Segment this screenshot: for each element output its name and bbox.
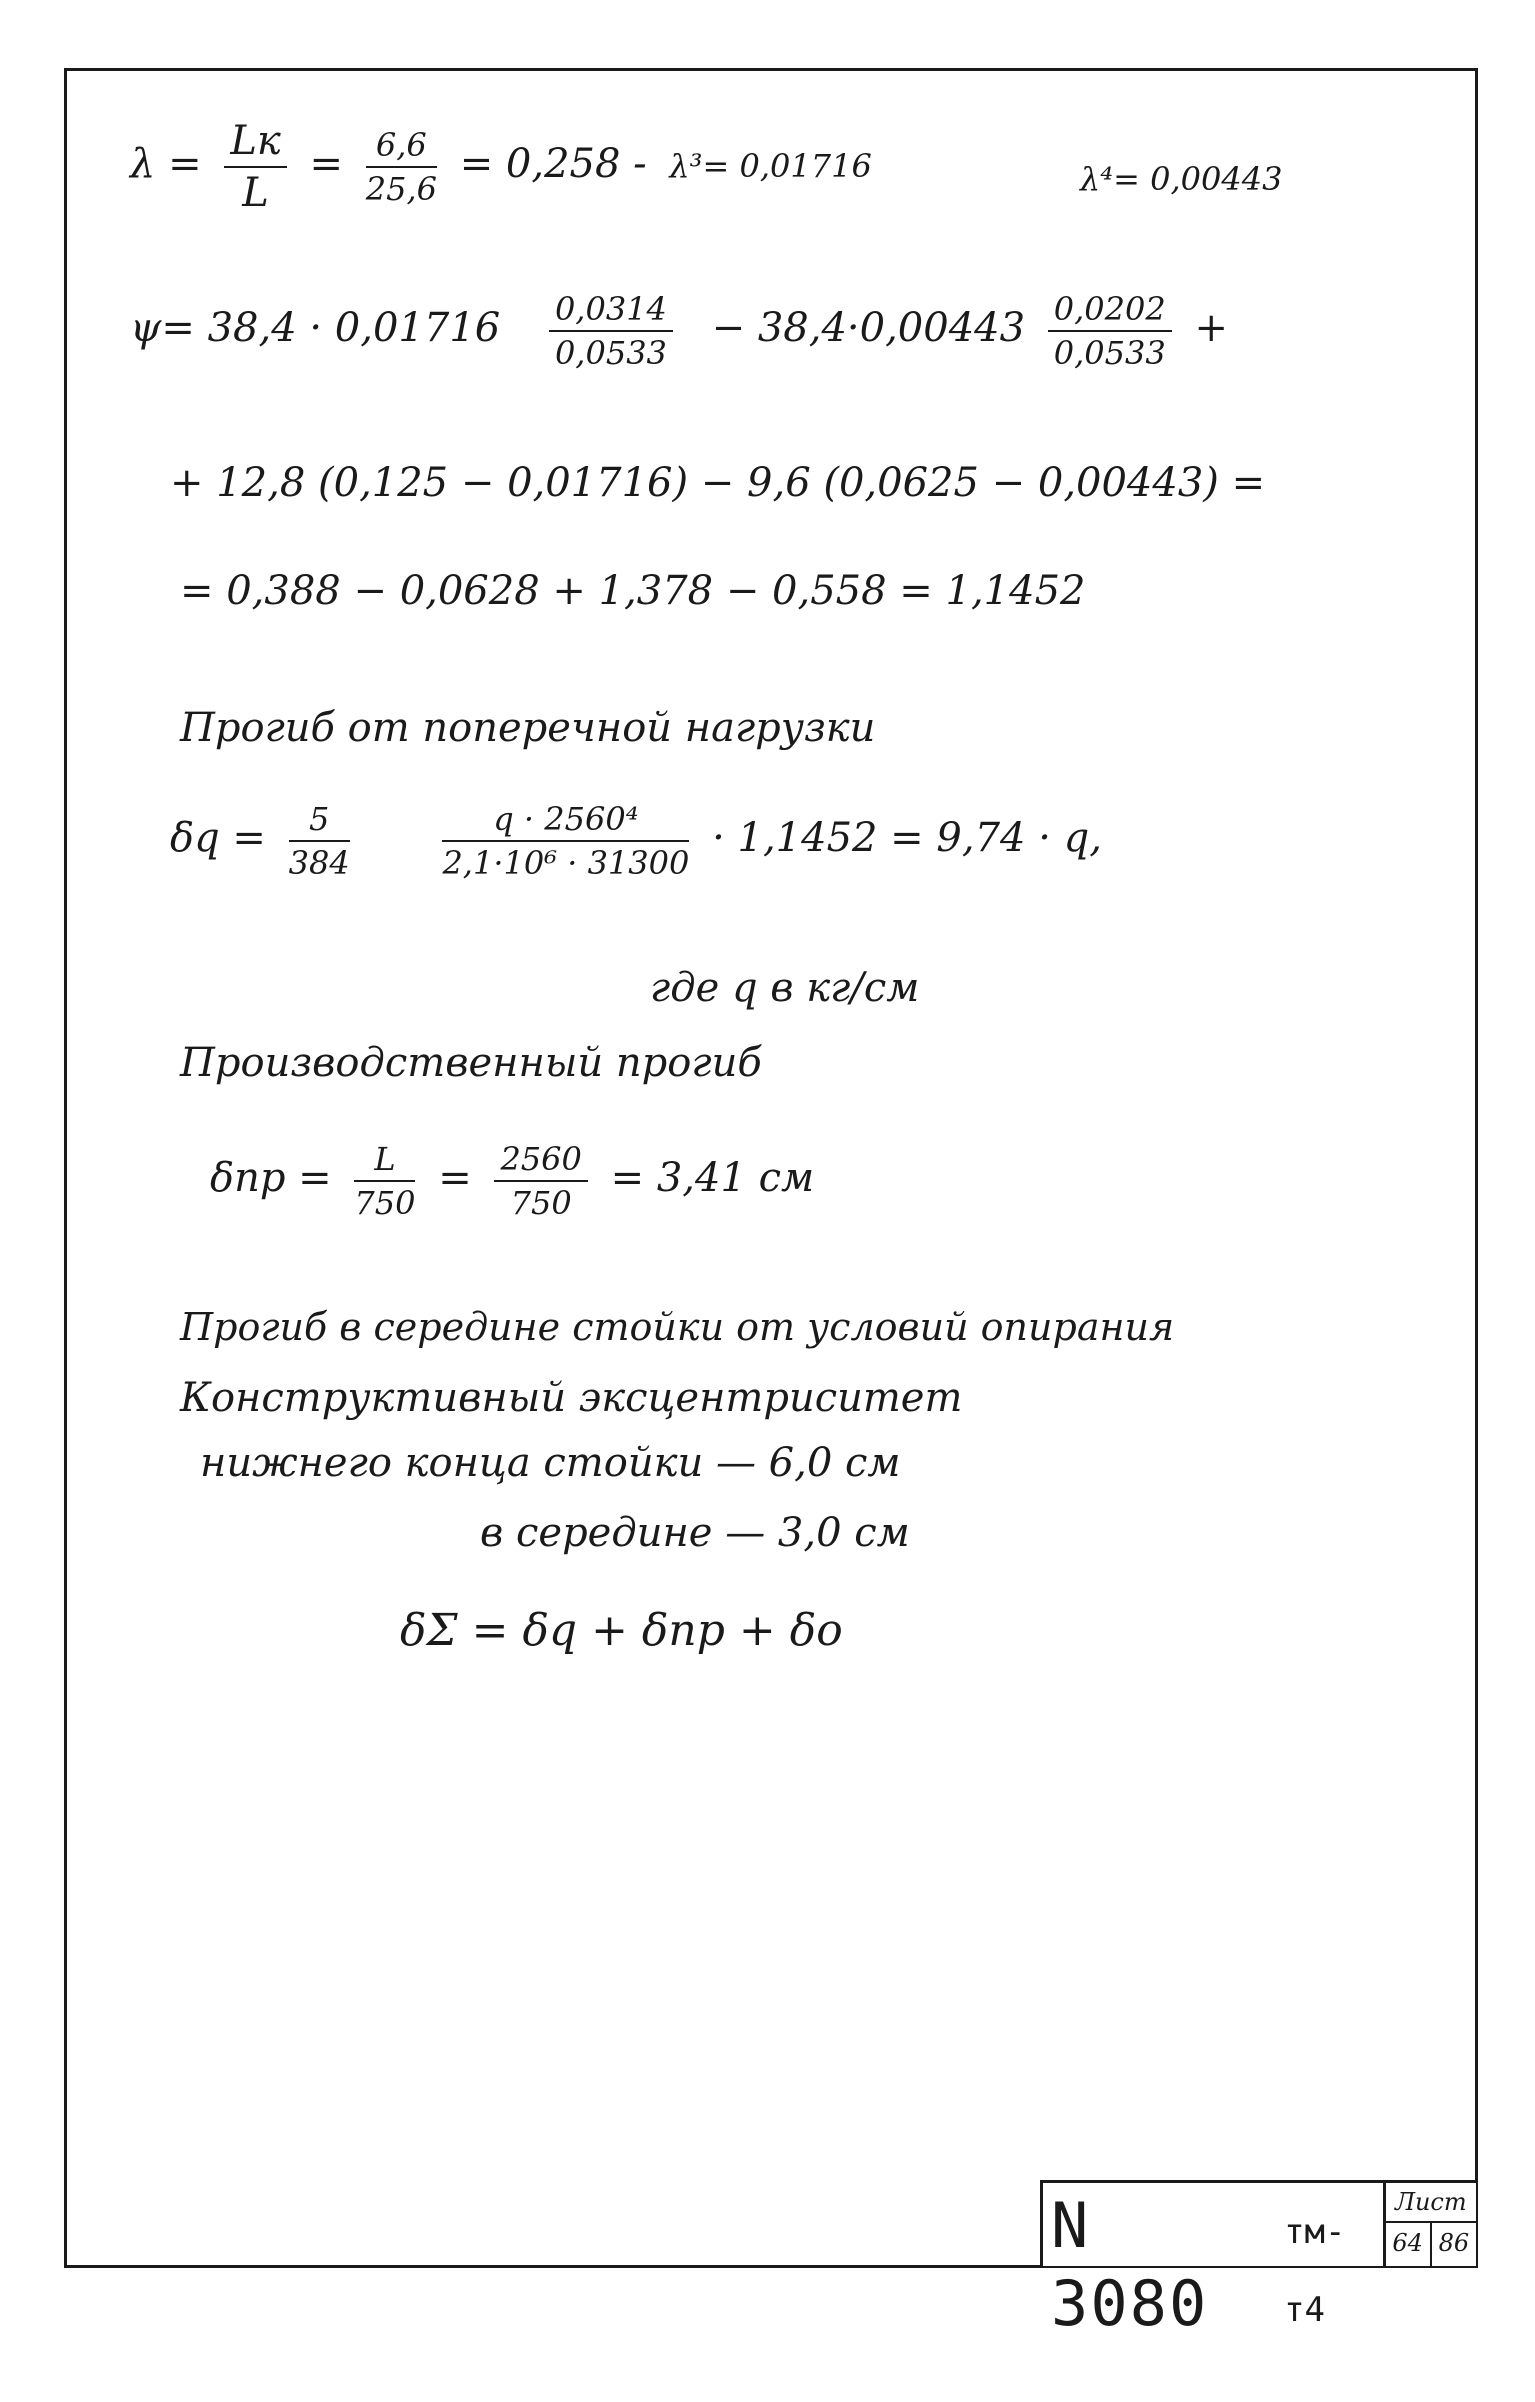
sheet-label: Лист [1386,2183,1476,2223]
sheet-cells [1386,2223,1476,2266]
delta-q-lhs: δq = [170,815,266,861]
heading-transverse-load-deflection: Прогиб от поперечной нагрузки [180,705,876,751]
heading-manufacturing-deflection: Производственный прогиб [180,1040,762,1086]
fraction-numerator: Lк [224,118,286,168]
psi-equation [130,290,1228,372]
eccentricity-middle: в середине — 3,0 см [480,1510,910,1556]
fraction-numerator: L [354,1140,415,1182]
constructive-eccentricity: Конструктивный эксцентриситет [180,1375,963,1421]
fraction-q-2560 [442,800,689,882]
fraction-lk-l [224,118,286,216]
delta-pr-lhs: δпр = [210,1155,332,1201]
fraction-denominator: 25,6 [365,170,437,208]
fraction-denominator: 0,0533 [1053,334,1166,372]
equals-sign: = [438,1155,472,1201]
fraction-6-6 [366,126,437,208]
fraction-numerator: 0,0314 [549,290,673,332]
fraction-denominator: 750 [354,1184,416,1222]
fraction-denominator: 384 [288,844,350,882]
lambda-lhs: λ = [130,141,202,187]
lambda-value: = 0,258 - [459,141,647,187]
units-note: где q в кг/см [650,965,920,1011]
deflection-q-equation [170,800,1102,882]
fraction-denominator: 2,1·10⁶ · 31300 [442,844,690,882]
fraction-5-384 [289,800,350,882]
delta-q-rhs: · 1,1452 = 9,74 · q, [712,815,1102,861]
total-deflection-equation: δΣ = δq + δпр + δо [400,1605,843,1656]
psi-lhs: ψ= 38,4 · 0,01716 [130,305,501,351]
lambda-cubed: λ³= 0,01716 [669,147,872,185]
psi-result: = 0,388 − 0,0628 + 1,378 − 0,558 = 1,1452 [180,568,1086,614]
plus-sign: + [1194,305,1228,351]
deflection-pr-equation [210,1140,814,1222]
heading-support-deflection: Прогиб в середине стойки от условий опирания [180,1305,1175,1349]
eccentricity-lower-end: нижнего конца стойки — 6,0 см [200,1440,901,1486]
sheet-number: 64 [1386,2223,1432,2266]
fraction-denominator: 0,0533 [554,334,667,372]
fraction-numerator: 0,0202 [1048,290,1172,332]
document-number: N 3080 [1051,2189,1209,2340]
sheet-total: 86 [1438,2229,1470,2257]
fraction-numerator: q · 2560⁴ [442,800,689,842]
equals-sign: = [309,141,343,187]
lambda-equation [130,118,872,216]
fraction-numerator: 2560 [494,1140,587,1182]
title-block-stamp [1040,2180,1476,2340]
document-series: тм-т4 [1284,2212,1346,2330]
lambda-fourth: λ⁴= 0,00443 [1080,160,1283,198]
fraction-denominator: L [242,170,269,216]
fraction-0314 [549,290,673,372]
fraction-l-750 [354,1140,415,1222]
psi-middle-term: − 38,4·0,00443 [711,305,1026,351]
fraction-denominator: 750 [510,1184,572,1222]
fraction-0202 [1048,290,1172,372]
psi-continuation: + 12,8 (0,125 − 0,01716) − 9,6 (0,0625 − 0,00443) = [170,460,1266,506]
fraction-2560-750 [494,1140,587,1222]
sheet-box [1383,2183,1476,2266]
fraction-numerator: 5 [289,800,350,842]
fraction-numerator: 6,6 [366,126,437,168]
delta-pr-rhs: = 3,41 см [610,1155,815,1201]
